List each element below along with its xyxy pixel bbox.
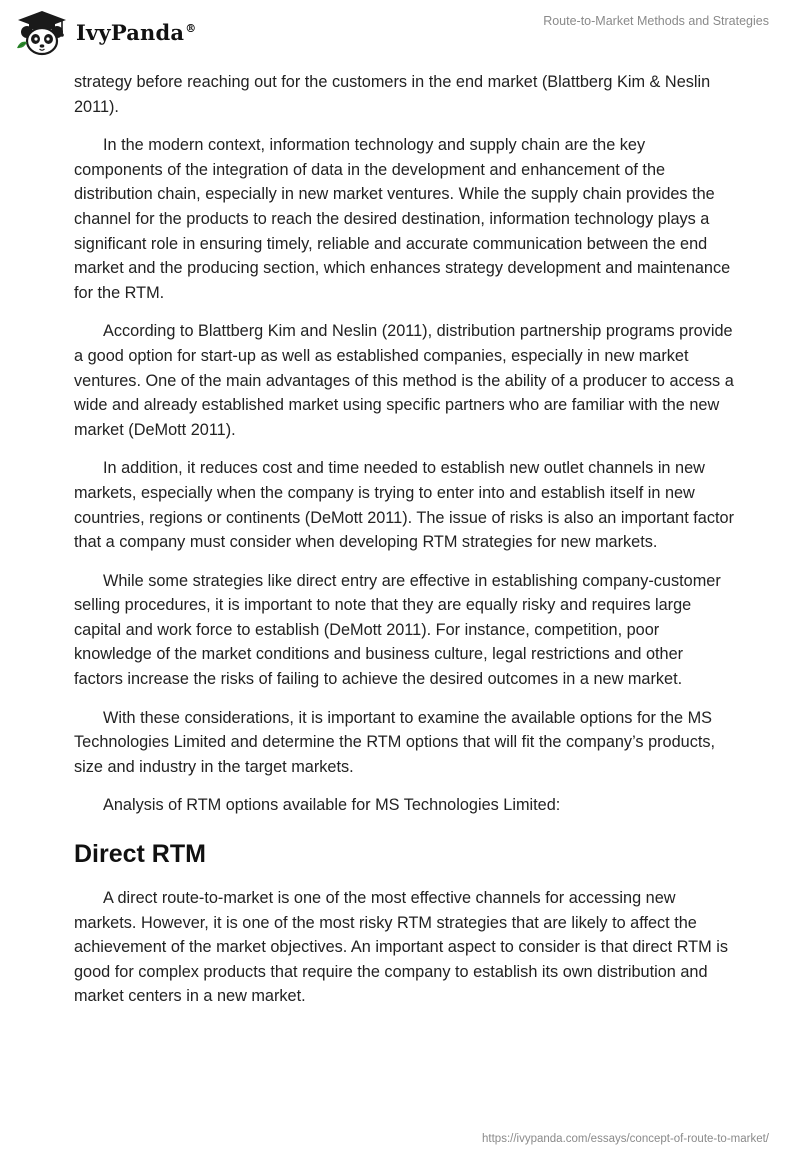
- panda-graduate-icon: [14, 8, 70, 56]
- paragraph: In the modern context, information technology and supply chain are the key components of the integration of data in the development and enhancement of the distribution chain, especially in new market ventures. While the supply chain provides the channel for the products to reach the desired destination, information technology plays a significant role in ensuring timely, reliable and accurate communication between the end market and the producing section, which enhances strategy development and maintenance for the RTM.: [74, 136, 731, 302]
- essay-body: [74, 70, 734, 1023]
- paragraph: A direct route-to-market is one of the most effective channels for accessing new markets. However, it is one of the most risky RTM strategies that are likely to affect the achievement of the market objectives. An important aspect to consider is that direct RTM is good for complex products that require the company to establish its own distribution and market centers in a new market.: [74, 889, 728, 1006]
- paragraph: According to Blattberg Kim and Neslin (2011), distribution partnership programs provide a good option for start-up as well as established companies, especially in new market ventures. One of the main advantages of this method is the ability of a producer to access a wide and already established market using specific partners who are familiar with the new market (DeMott 2011).: [74, 322, 734, 439]
- page-header: [0, 0, 800, 70]
- paragraph: In addition, it reduces cost and time needed to establish new outlet channels in new markets, especially when the company is trying to enter into and establish itself in new countries, regions or continents (DeMott 2011). The issue of risks is also an important factor that a company must consider when developing RTM strategies for new markets.: [74, 459, 734, 552]
- logo-text: IvyPanda®: [76, 19, 197, 45]
- paragraph: Analysis of RTM options available for MS Technologies Limited:: [103, 796, 561, 815]
- source-url[interactable]: https://ivypanda.com/essays/concept-of-route-to-market/: [482, 1133, 769, 1145]
- ivypanda-logo[interactable]: [14, 8, 196, 56]
- paragraph: While some strategies like direct entry are effective in establishing company-customer selling procedures, it is important to note that they are equally risky and requires large capital and work force to establish (DeMott 2011). For instance, competition, poor knowledge of the market conditions and business culture, legal restrictions and other factors increase the risks of failing to achieve the desired outcomes in a new market.: [74, 571, 721, 689]
- document-title: Route-to-Market Methods and Strategies: [543, 14, 769, 28]
- paragraph: With these considerations, it is important to examine the available options for the MS Technologies Limited and determine the RTM options that will fit the company’s products, size and industry in the target markets.: [74, 708, 716, 776]
- paragraph: strategy before reaching out for the customers in the end market (Blattberg Kim & Neslin 2011).: [74, 73, 711, 116]
- section-heading-direct-rtm: Direct RTM: [74, 840, 206, 869]
